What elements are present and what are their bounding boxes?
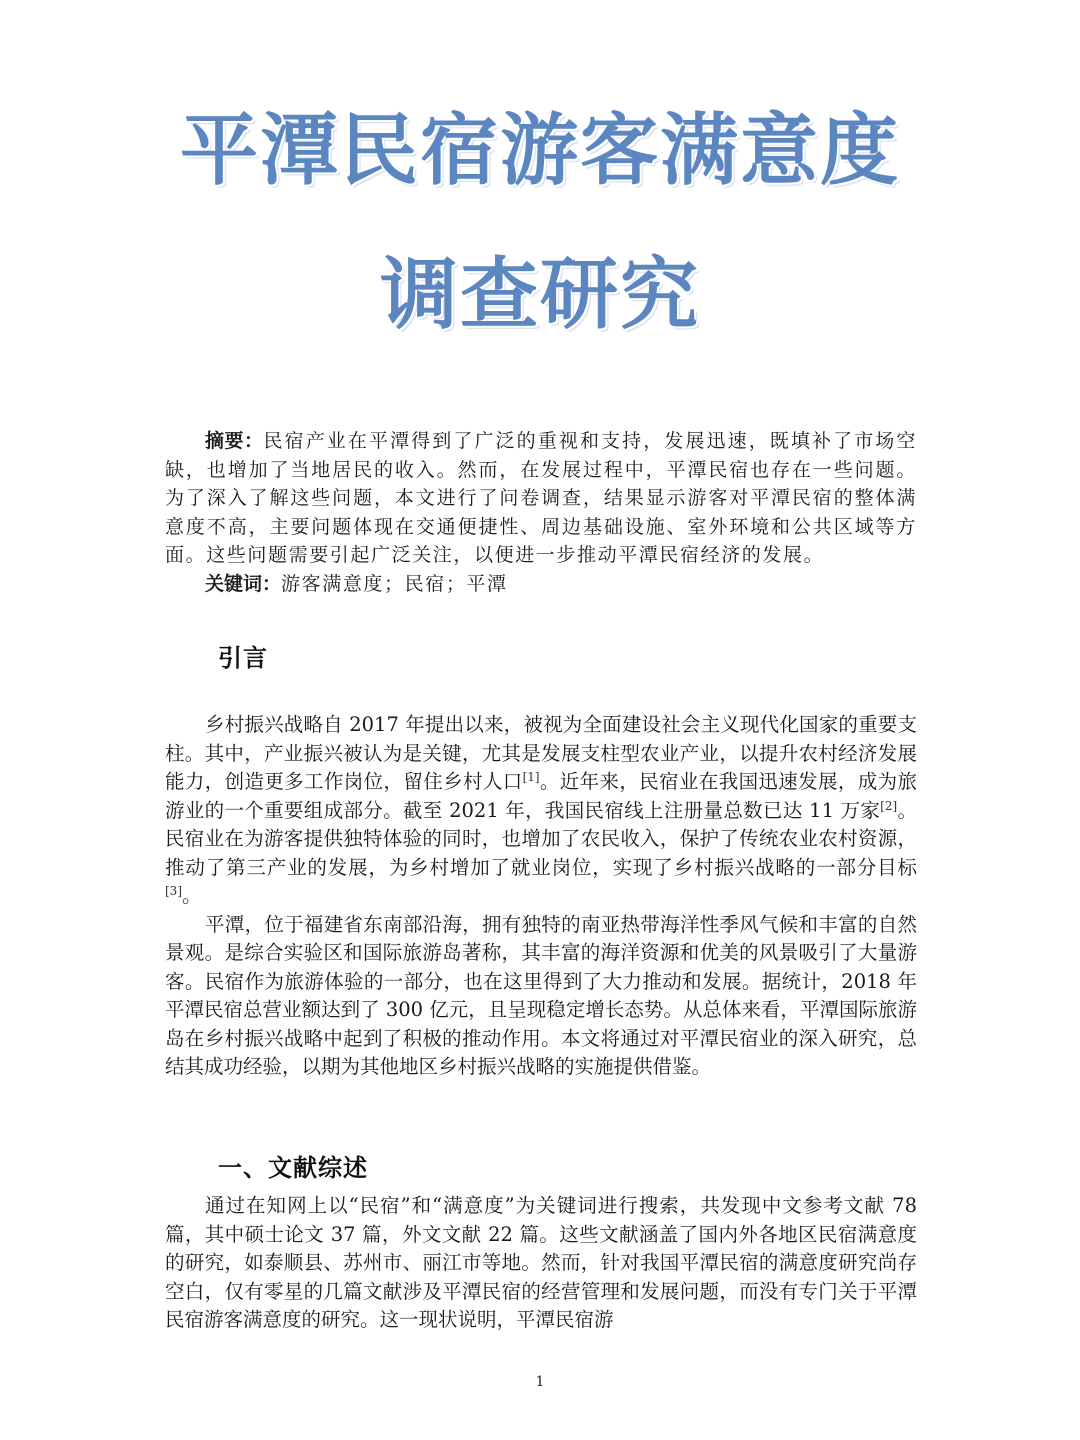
page-number: 1	[535, 1374, 545, 1390]
intro-p1-text-d: 。	[182, 884, 202, 907]
intro-p1-text-c: 。民宿业在为游客提供独特体验的同时，也增加了农民收入，保护了传统农业农村资源，推动了第三产业的发展，为乡村增加了就业岗位，实现了乡村振兴战略的一部分目标	[165, 798, 917, 879]
citation-ref-3[interactable]: [3]	[165, 884, 182, 898]
intro-section	[165, 711, 917, 1082]
intro-p1-text-a: 乡村振兴战略自 2017 年提出以来，被视为全面建设社会主义现代化国家的重要支柱。其中，产业振兴被认为是关键，尤其是发展支柱型农业产业，以提升农村经济发展能力，创造更多工作岗位，留住乡村人口	[165, 713, 917, 793]
title-line-2: 调查研究	[379, 249, 700, 340]
literature-section	[165, 1192, 917, 1335]
abstract-text: 民宿产业在平潭得到了广泛的重视和支持，发展迅速，既填补了市场空缺，也增加了当地居民的收入。然而，在发展过程中，平潭民宿也存在一些问题。为了深入了解这些问题，本文进行了问卷调查，结果显示游客对平潭民宿的整体满意度不高，主要问题体现在交通便捷性、周边基础设施、室外环境和公共区域等方面。这些问题需要引起广泛关注，以便进一步推动平潭民宿经济的发展。	[165, 430, 917, 567]
abstract-label: 摘要：	[205, 430, 264, 452]
intro-p1-text-b: 。近年来，民宿业在我国迅速发展，成为旅游业的一个重要组成部分。截至 2021 年，我国民宿线上注册量总数已达 11 万家	[165, 770, 917, 822]
title-line-1: 平潭民宿游客满意度	[179, 105, 900, 196]
citation-ref-1[interactable]: [1]	[522, 770, 540, 784]
intro-heading: 引言	[218, 644, 268, 672]
keywords-line	[205, 569, 917, 596]
intro-paragraph-2: 平潭，位于福建省东南部沿海，拥有独特的南亚热带海洋性季风气候和丰富的自然景观。是综合实验区和国际旅游岛著称，其丰富的海洋资源和优美的风景吸引了大量游客。民宿作为旅游体验的一部分，也在这里得到了大力推动和发展。据统计，2018 年平潭民宿总营业额达到了 300 亿元，且呈现稳定增长态势。从总体来看，平潭国际旅游岛在乡村振兴战略中起到了积极的推动作用。本文将通过对平潭民宿业的深入研究，总结其成功经验，以期为其他地区乡村振兴战略的实施提供借鉴。	[165, 912, 917, 1078]
abstract-paragraph	[165, 427, 917, 570]
literature-heading: 一、文献综述	[218, 1154, 368, 1182]
keywords-text: 游客满意度；民宿；平潭	[281, 573, 508, 595]
citation-ref-2[interactable]: [2]	[880, 798, 898, 813]
keywords-label: 关键词：	[205, 573, 282, 595]
intro-paragraph-1	[165, 711, 917, 911]
literature-paragraph-1: 通过在知网上以“民宿”和“满意度”为关键词进行搜索，共发现中文参考文献 78 篇，其中硕士论文 37 篇，外文文献 22 篇。这些文献涵盖了国内外各地区民宿满意度的研究，如泰顺县、苏州市、丽江市等地。然而，针对我国平潭民宿的满意度研究尚存空白，仅有零星的几篇文献涉及平潭民宿的经营管理和发展问题，而没有专门关于平潭民宿游客满意度的研究。这一现状说明，平潭民宿游	[165, 1194, 917, 1331]
